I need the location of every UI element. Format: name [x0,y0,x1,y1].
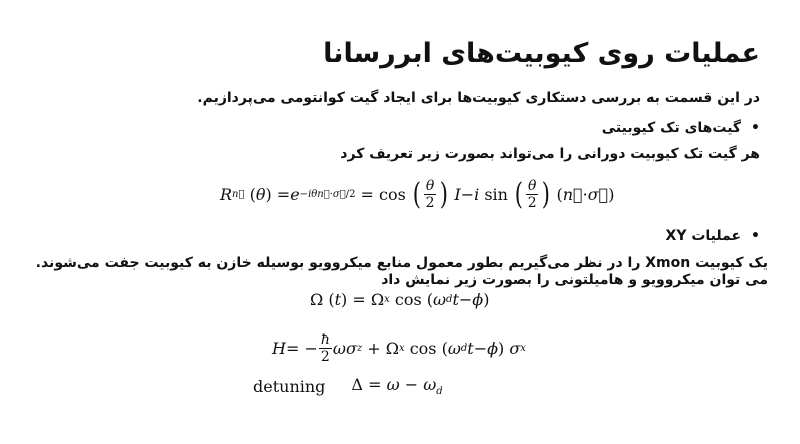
bullet-marker: • [751,228,760,244]
detuning-equation [253,375,443,397]
single-qubit-gates-heading: گیت‌های تک کیوبیتی [601,120,742,136]
rotation-gate-description: هر گیت تک کیوبیت دورانی را می‌تواند بصورت زیر تعریف کرد [340,146,760,162]
intro-text: در این قسمت به بررسی دستکاری کیوبیت‌ها برای ایجاد گیت کوانتومی می‌پردازیم. [197,90,760,106]
hamiltonian-equation: H = − $\frac{ħ}{2}$ ωσ z + Ω x cos ( ω d t − ϕ ) σ x [272,332,526,365]
detuning-formula: $\Delta = \omega - \omega_d$ [351,375,443,398]
detuning-label: detuning [253,376,326,396]
xmon-description: یک کیوبیت Xmon را در نظر می‌گیریم بطور معمول منابع میکروویو بوسیله خازن به کیوبیت جفت می‌شوند. می توان میکروویو و هامیلتونی را بصورت زیر نمایش داد [35,255,768,288]
bullet-xy-operations [666,228,760,244]
page-title: عملیات روی کیوبیت‌های ابررسانا [323,38,760,69]
drive-equation: Ω ( t ) = Ω x cos ( ω d t − ϕ ) [310,290,490,309]
bullet-marker: • [751,120,760,136]
bullet-single-qubit-gates [602,120,760,136]
rotation-gate-equation: R n⃗ ( θ ) = e −iθn⃗·σ⃗/2 = cos ( $\frac{\theta}{2}$ ) I − i sin ( $\frac{\theta}{2}$ ) ( n⃗ · σ⃗ ) [220,176,615,212]
xy-operations-heading: عملیات XY [665,228,742,244]
